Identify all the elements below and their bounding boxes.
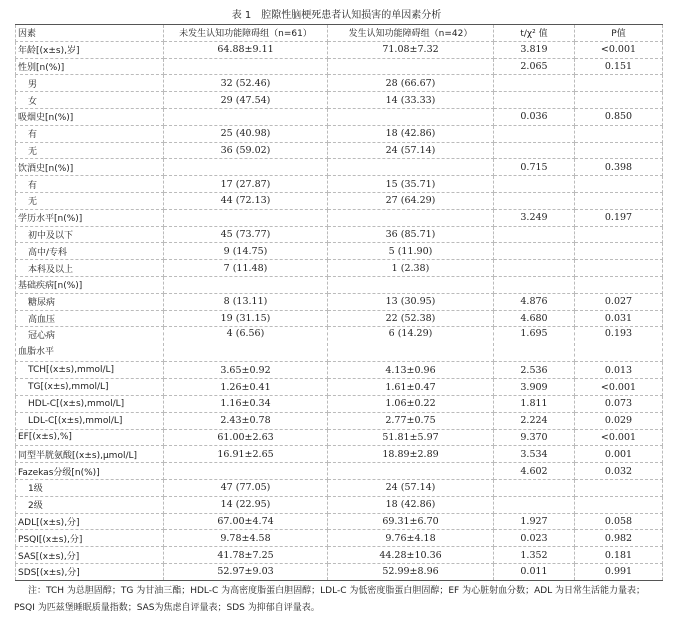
no-impairment-value — [164, 463, 328, 480]
factor-label: 基础疾病[n(%)] — [18, 281, 83, 292]
no-impairment-value: 67.00±4.74 — [164, 513, 328, 530]
table-row — [16, 226, 663, 243]
p-value: 0.001 — [575, 446, 663, 463]
impairment-value: 4.13±0.96 — [328, 362, 494, 379]
table-row — [16, 547, 663, 564]
header-factor: 因素 — [16, 25, 164, 42]
test-statistic-value — [494, 192, 575, 209]
table-row — [16, 412, 663, 429]
no-impairment-value: 41.78±7.25 — [164, 547, 328, 564]
p-value: 0.398 — [575, 159, 663, 176]
no-impairment-value: 61.00±2.63 — [164, 429, 328, 446]
no-impairment-value — [164, 276, 328, 293]
test-statistic-value — [494, 276, 575, 293]
impairment-value — [328, 209, 494, 226]
test-statistic-value: 3.819 — [494, 41, 575, 58]
factor-cell — [16, 513, 164, 530]
factor-label: 糖尿病 — [28, 298, 56, 309]
factor-cell — [16, 192, 164, 209]
factor-cell — [16, 412, 164, 429]
factor-cell — [16, 362, 164, 379]
factor-label: SDS[(x±s),分] — [18, 568, 80, 579]
p-value — [575, 479, 663, 496]
p-value: 0.197 — [575, 209, 663, 226]
no-impairment-value: 3.65±0.92 — [164, 362, 328, 379]
impairment-value — [328, 108, 494, 125]
table-row — [16, 159, 663, 176]
factor-cell — [16, 310, 164, 327]
factor-cell — [16, 276, 164, 293]
table-row — [16, 479, 663, 496]
test-statistic-value — [494, 176, 575, 193]
factor-label: 无 — [28, 197, 38, 208]
factor-label: Fazekas分级[n(%)] — [18, 467, 100, 478]
table-row — [16, 176, 663, 193]
factor-label: HDL-C[(x±s),mmol/L] — [28, 398, 125, 409]
factor-label: 冠心病 — [28, 331, 56, 342]
factor-label: 初中及以下 — [28, 230, 74, 241]
test-statistic-value: 0.715 — [494, 159, 575, 176]
impairment-value: 1 (2.38) — [328, 260, 494, 277]
impairment-value: 15 (35.71) — [328, 176, 494, 193]
impairment-value: 9.76±4.18 — [328, 530, 494, 547]
factor-label: 高中/专科 — [28, 247, 68, 258]
impairment-value: 24 (57.14) — [328, 479, 494, 496]
header-test-statistic: t/χ² 值 — [494, 25, 575, 42]
factor-label: TCH[(x±s),mmol/L] — [28, 365, 115, 376]
p-value — [575, 92, 663, 109]
test-statistic-value: 3.909 — [494, 379, 575, 396]
test-statistic-value: 4.876 — [494, 293, 575, 310]
header-no-impairment-group: 未发生认知功能障碍组（n=61） — [164, 25, 328, 42]
impairment-value: 1.06±0.22 — [328, 395, 494, 412]
no-impairment-value: 9.78±4.58 — [164, 530, 328, 547]
factor-cell — [16, 142, 164, 159]
test-statistic-value: 0.011 — [494, 563, 575, 580]
table-row — [16, 446, 663, 463]
table-row — [16, 513, 663, 530]
factor-cell — [16, 327, 164, 362]
factor-cell — [16, 563, 164, 580]
factor-label: 有 — [28, 180, 38, 191]
test-statistic-value — [494, 479, 575, 496]
no-impairment-value: 17 (27.87) — [164, 176, 328, 193]
factor-cell — [16, 260, 164, 277]
factor-label: 学历水平[n(%)] — [18, 214, 83, 225]
factor-cell — [16, 159, 164, 176]
table-row — [16, 276, 663, 293]
impairment-value: 5 (11.90) — [328, 243, 494, 260]
no-impairment-value: 25 (40.98) — [164, 125, 328, 142]
test-statistic-value — [494, 260, 575, 277]
table-row — [16, 327, 663, 362]
factor-label: 无 — [28, 146, 38, 157]
p-value: 0.013 — [575, 362, 663, 379]
factor-label: 男 — [28, 79, 38, 90]
no-impairment-value: 7 (11.48) — [164, 260, 328, 277]
table-row — [16, 41, 663, 58]
factor-cell — [16, 496, 164, 513]
impairment-value: 51.81±5.97 — [328, 429, 494, 446]
factor-label: 性别[n(%)] — [18, 62, 65, 73]
factor-cell — [16, 379, 164, 396]
factor-cell — [16, 446, 164, 463]
test-statistic-value: 1.927 — [494, 513, 575, 530]
factor-label: 女 — [28, 96, 38, 107]
impairment-value: 13 (30.95) — [328, 293, 494, 310]
no-impairment-value: 16.91±2.65 — [164, 446, 328, 463]
factor-cell — [16, 530, 164, 547]
test-statistic-value: 0.036 — [494, 108, 575, 125]
factor-cell — [16, 108, 164, 125]
impairment-value: 52.99±8.96 — [328, 563, 494, 580]
factor-label: EF[(x±s),%] — [18, 432, 72, 443]
p-value: 0.193 — [575, 327, 663, 362]
factor-cell — [16, 293, 164, 310]
table-row — [16, 209, 663, 226]
factor-cell — [16, 429, 164, 446]
factor-label: 饮酒史[n(%)] — [18, 163, 74, 174]
factor-cell — [16, 395, 164, 412]
no-impairment-value: 44 (72.13) — [164, 192, 328, 209]
table-row — [16, 563, 663, 580]
test-statistic-value: 3.249 — [494, 209, 575, 226]
impairment-value: 18.89±2.89 — [328, 446, 494, 463]
test-statistic-value: 1.811 — [494, 395, 575, 412]
test-statistic-value: 3.534 — [494, 446, 575, 463]
table-row — [16, 379, 663, 396]
factor-label: 年龄[(x±s),岁] — [18, 46, 80, 57]
factor-cell — [16, 92, 164, 109]
table-row — [16, 530, 663, 547]
impairment-value: 36 (85.71) — [328, 226, 494, 243]
factor-label: TG[(x±s),mmol/L] — [28, 382, 109, 393]
impairment-value: 6 (14.29) — [328, 327, 494, 362]
table-row — [16, 92, 663, 109]
table-row — [16, 142, 663, 159]
table-row — [16, 310, 663, 327]
table-row — [16, 192, 663, 209]
impairment-value: 22 (52.38) — [328, 310, 494, 327]
no-impairment-value — [164, 108, 328, 125]
p-value: 0.181 — [575, 547, 663, 564]
impairment-value: 18 (42.86) — [328, 125, 494, 142]
test-statistic-value — [494, 243, 575, 260]
factor-cell — [16, 58, 164, 75]
test-statistic-value: 9.370 — [494, 429, 575, 446]
p-value: <0.001 — [575, 379, 663, 396]
p-value — [575, 260, 663, 277]
test-statistic-value — [494, 226, 575, 243]
no-impairment-value: 32 (52.46) — [164, 75, 328, 92]
table-header-row — [16, 25, 663, 42]
p-value — [575, 75, 663, 92]
p-value — [575, 125, 663, 142]
no-impairment-value: 19 (31.15) — [164, 310, 328, 327]
impairment-value: 69.31±6.70 — [328, 513, 494, 530]
factor-cell — [16, 226, 164, 243]
test-statistic-value: 2.065 — [494, 58, 575, 75]
p-value — [575, 243, 663, 260]
p-value: 0.982 — [575, 530, 663, 547]
factor-cell — [16, 125, 164, 142]
impairment-value — [328, 159, 494, 176]
p-value — [575, 192, 663, 209]
factor-group-label: 血脂水平 — [18, 347, 55, 358]
no-impairment-value: 29 (47.54) — [164, 92, 328, 109]
p-value: 0.027 — [575, 293, 663, 310]
factor-cell — [16, 479, 164, 496]
no-impairment-value: 8 (13.11) — [164, 293, 328, 310]
test-statistic-value: 4.680 — [494, 310, 575, 327]
impairment-value: 2.77±0.75 — [328, 412, 494, 429]
factor-label: 同型半胱氨酸[(x±s),μmol/L] — [18, 450, 138, 461]
p-value: 0.031 — [575, 310, 663, 327]
factor-label: 2级 — [28, 501, 43, 512]
table-note: 注：TCH 为总胆固醇；TG 为甘油三酯；HDL-C 为高密度脂蛋白胆固醇；LDL-C 为低密度脂蛋白胆固醇；EF 为心脏射血分数；ADL 为日常生活能力量表；PSQI 为匹兹堡睡眠质量指数；SAS为焦虑自评量表；SDS 为抑郁自评量表。 — [14, 586, 646, 613]
table-row — [16, 362, 663, 379]
test-statistic-value — [494, 142, 575, 159]
p-value: 0.991 — [575, 563, 663, 580]
factor-cell — [16, 176, 164, 193]
factor-label: SAS[(x±s),分] — [18, 551, 80, 562]
impairment-value — [328, 276, 494, 293]
factor-label: 高血压 — [28, 314, 56, 325]
header-impairment-group: 发生认知功能障碍组（n=42） — [328, 25, 494, 42]
p-value — [575, 176, 663, 193]
factor-cell — [16, 547, 164, 564]
factor-label: 有 — [28, 130, 38, 141]
table-row — [16, 260, 663, 277]
no-impairment-value — [164, 209, 328, 226]
no-impairment-value: 47 (77.05) — [164, 479, 328, 496]
impairment-value: 18 (42.86) — [328, 496, 494, 513]
impairment-value: 14 (33.33) — [328, 92, 494, 109]
factor-label: 本科及以上 — [28, 264, 74, 275]
no-impairment-value — [164, 58, 328, 75]
p-value: 0.032 — [575, 463, 663, 480]
no-impairment-value: 45 (73.77) — [164, 226, 328, 243]
p-value — [575, 142, 663, 159]
table-row — [16, 75, 663, 92]
test-statistic-value: 2.536 — [494, 362, 575, 379]
no-impairment-value: 52.97±9.03 — [164, 563, 328, 580]
no-impairment-value: 14 (22.95) — [164, 496, 328, 513]
p-value — [575, 276, 663, 293]
header-p-value: P值 — [575, 25, 663, 42]
table-row — [16, 58, 663, 75]
impairment-value: 28 (66.67) — [328, 75, 494, 92]
test-statistic-value: 1.352 — [494, 547, 575, 564]
no-impairment-value: 4 (6.56) — [164, 327, 328, 362]
table-row — [16, 496, 663, 513]
test-statistic-value: 0.023 — [494, 530, 575, 547]
univariate-analysis-table — [15, 24, 663, 581]
p-value: <0.001 — [575, 429, 663, 446]
no-impairment-value: 64.88±9.11 — [164, 41, 328, 58]
factor-label: 吸烟史[n(%)] — [18, 113, 74, 124]
p-value: <0.001 — [575, 41, 663, 58]
factor-label: 1级 — [28, 484, 43, 495]
impairment-value: 1.61±0.47 — [328, 379, 494, 396]
test-statistic-value — [494, 75, 575, 92]
test-statistic-value — [494, 92, 575, 109]
p-value: 0.151 — [575, 58, 663, 75]
impairment-value: 24 (57.14) — [328, 142, 494, 159]
p-value — [575, 226, 663, 243]
no-impairment-value: 2.43±0.78 — [164, 412, 328, 429]
factor-cell — [16, 243, 164, 260]
p-value: 0.850 — [575, 108, 663, 125]
test-statistic-value — [494, 125, 575, 142]
p-value: 0.058 — [575, 513, 663, 530]
table-row — [16, 463, 663, 480]
impairment-value: 71.08±7.32 — [328, 41, 494, 58]
table-title: 表 1 腔隙性脑梗死患者认知损害的单因素分析 — [231, 10, 442, 21]
no-impairment-value — [164, 159, 328, 176]
test-statistic-value — [494, 496, 575, 513]
table-row — [16, 429, 663, 446]
table-row — [16, 293, 663, 310]
no-impairment-value: 36 (59.02) — [164, 142, 328, 159]
no-impairment-value: 1.26±0.41 — [164, 379, 328, 396]
factor-label: LDL-C[(x±s),mmol/L] — [28, 415, 123, 426]
test-statistic-value: 2.224 — [494, 412, 575, 429]
table-row — [16, 108, 663, 125]
table-row — [16, 395, 663, 412]
test-statistic-value: 1.695 — [494, 327, 575, 362]
factor-label: PSQI[(x±s),分] — [18, 534, 83, 545]
factor-cell — [16, 41, 164, 58]
impairment-value: 27 (64.29) — [328, 192, 494, 209]
impairment-value: 44.28±10.36 — [328, 547, 494, 564]
factor-label: ADL[(x±s),分] — [18, 517, 80, 528]
factor-cell — [16, 463, 164, 480]
impairment-value — [328, 463, 494, 480]
no-impairment-value: 1.16±0.34 — [164, 395, 328, 412]
test-statistic-value: 4.602 — [494, 463, 575, 480]
table-row — [16, 125, 663, 142]
impairment-value — [328, 58, 494, 75]
no-impairment-value: 9 (14.75) — [164, 243, 328, 260]
p-value — [575, 496, 663, 513]
factor-cell — [16, 75, 164, 92]
p-value: 0.073 — [575, 395, 663, 412]
table-row — [16, 243, 663, 260]
factor-cell — [16, 209, 164, 226]
p-value: 0.029 — [575, 412, 663, 429]
